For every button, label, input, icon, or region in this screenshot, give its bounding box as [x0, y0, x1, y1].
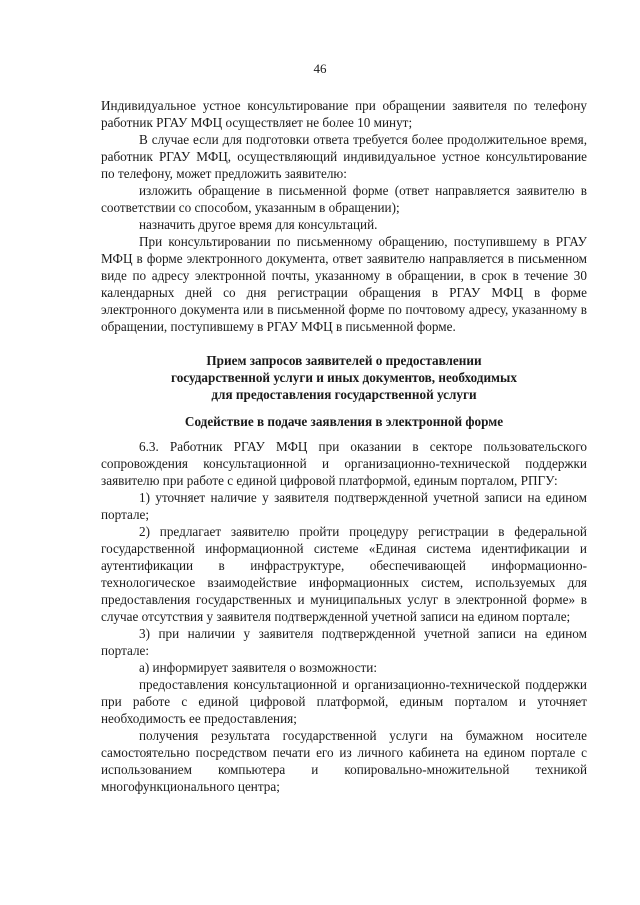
- paragraph-group-before: [101, 97, 587, 335]
- paragraph-group-after: [101, 438, 587, 795]
- section-heading: [101, 352, 587, 403]
- list-item: а) информирует заявителя о возможности:: [139, 660, 377, 675]
- paragraph: назначить другое время для консультаций.: [139, 217, 378, 232]
- subsection-heading: Содействие в подаче заявления в электронной форме: [184, 414, 504, 429]
- list-item: 3) при наличии у заявителя подтвержденной учетной записи на едином портале:: [101, 626, 587, 658]
- paragraph: Индивидуальное устное консультирование при обращении заявителя по телефону работник РГАУ МФЦ осуществляет не более 10 минут;: [101, 98, 587, 130]
- paragraph: предоставления консультационной и организационно-технической поддержки при работе с единой цифровой платформой, единым порталом и уточняет необходимость ее предоставления;: [101, 677, 587, 726]
- section-heading-line: для предоставления государственной услуги: [211, 387, 477, 402]
- page-number: 46: [313, 61, 327, 76]
- paragraph: При консультировании по письменному обращению, поступившему в РГАУ МФЦ в форме электронного документа, ответ заявителю направляется в письменном виде по адресу электронной почты, указанному в обращении, в срок в течение 30 календарных дней со дня регистрации обращения в РГАУ МФЦ в форме электронного документа или в письменной форме по почтовому адресу, указанному в обращении, поступившему в РГАУ МФЦ в письменной форме.: [101, 234, 587, 334]
- section-heading-line: Прием запросов заявителей о предоставлении: [206, 353, 482, 368]
- paragraph: В случае если для подготовки ответа требуется более продолжительное время, работник РГАУ МФЦ, осуществляющий индивидуальное устное консультирование по телефону, может предложить заявителю:: [101, 132, 587, 181]
- paragraph: получения результата государственной услуги на бумажном носителе самостоятельно посредством печати его из личного кабинета на едином портале с использованием компьютера и копировально-множительной техникой многофункционального центра;: [101, 728, 587, 794]
- section-heading-line: государственной услуги и иных документов, необходимых: [171, 370, 517, 385]
- document-body: [101, 97, 587, 795]
- paragraph: 6.3. Работник РГАУ МФЦ при оказании в секторе пользовательского сопровождения консультационной и организационно-технической поддержки заявителю при работе с единой цифровой платформой, единым порталом, РПГУ:: [101, 439, 587, 488]
- paragraph: изложить обращение в письменной форме (ответ направляется заявителю в соответствии со способом, указанным в обращении);: [101, 183, 587, 215]
- list-item: 1) уточняет наличие у заявителя подтвержденной учетной записи на едином портале;: [101, 490, 587, 522]
- list-item: 2) предлагает заявителю пройти процедуру регистрации в федеральной государственной информационной системе «Единая система идентификации и аутентификации в инфраструктуре, обеспечивающей информационно-технологическое взаимодействие информационных систем, используемых для предоставления государственных и муниципальных услуг в электронной форме» в случае отсутствия у заявителя подтвержденной учетной записи на едином портале;: [101, 524, 587, 624]
